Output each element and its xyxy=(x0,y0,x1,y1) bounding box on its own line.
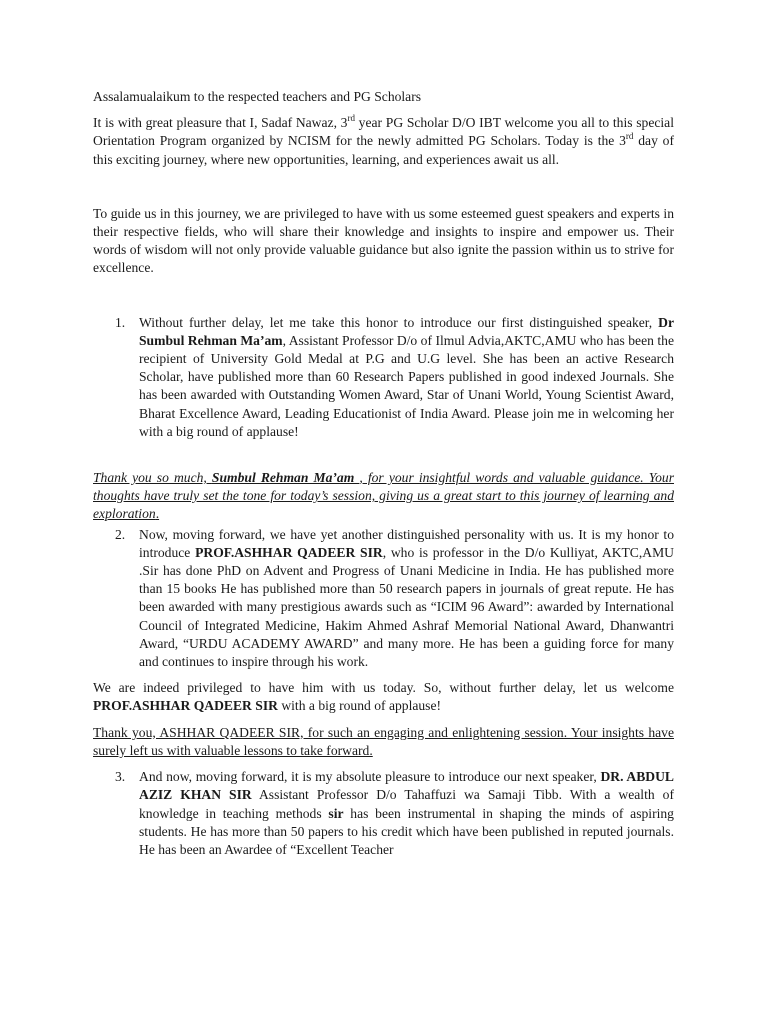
speaker-3-name: DR. ABDUL AZIZ KHAN SIR xyxy=(139,769,675,803)
thanks-1-name: Sumbul Rehman Ma’am xyxy=(211,470,360,486)
intro-text-3: day of this exciting journey, where new opportunities, learning, and experiences await us all. xyxy=(93,133,674,167)
intro-sup-2: rd xyxy=(625,130,634,141)
speaker-3-text xyxy=(139,768,674,859)
intro-sup-1: rd xyxy=(347,112,355,123)
intro-text-1: It is with great pleasure that I, Sadaf Nawaz, 3 xyxy=(93,115,348,131)
speaker-3-post: has been instrumental in shaping the minds of aspiring students. He has more than 50 papers to his credit which have been published in reputed journals. He has been an Awardee of “Excellent Teacher xyxy=(139,805,674,857)
speaker-1-name: Dr Sumbul Rehman Ma’am xyxy=(139,314,674,348)
thanks-1-post: , for your insightful words and valuable guidance. Your thoughts have truly set the tone for today’s session, giving us a great start to this journey of learning and exploration xyxy=(93,470,674,522)
speaker-1-item xyxy=(93,314,674,441)
speaker-2-text xyxy=(139,526,674,672)
thanks-2-paragraph: Thank you, ASHHAR QADEER SIR, for such an engaging and enlightening session. Your insights have surely left us with valuable lessons to take forward. xyxy=(93,724,674,758)
welcome-2-paragraph xyxy=(93,679,674,715)
speaker-2-item xyxy=(93,526,674,672)
speaker-2-name: PROF.ASHHAR QADEER SIR xyxy=(195,544,383,560)
speaker-1-text xyxy=(139,314,674,441)
intro-text-2: year PG Scholar D/O IBT welcome you all to this special Orientation Program organized by NCISM for the newly admitted PG Scholars. Today is the 3 xyxy=(93,115,674,149)
speaker-3-item xyxy=(93,768,674,859)
speaker-2-post: , who is professor in the D/o Kulliyat, AKTC,AMU .Sir has done PhD on Advent and Progress of Unani Medicine in India. He has published more than 15 books He has published more than 50 research papers in journals of great repute. He has been awarded with many prestigious awards such as “ICIM 96 Award”: awarded by International Council of Integrated Medicine, Hakim Ahmed Ashraf Memorial National Award, Dhanwantri Award, “URDU ACADEMY AWARD” and many more. He has been a guiding force for many and continues to inspire through his work. xyxy=(139,544,674,670)
document-page xyxy=(93,88,674,859)
greeting-line: Assalamualaikum to the respected teachers and PG Scholars xyxy=(93,89,422,104)
speaker-3-pre: And now, moving forward, it is my absolute pleasure to introduce our next speaker, xyxy=(139,769,601,785)
speaker-2-pre: Now, moving forward, we have yet another distinguished personality with us. It is my honor to introduce xyxy=(139,526,674,560)
welcome-2-post: with a big round of applause! xyxy=(277,698,442,714)
thanks-1-end: . xyxy=(155,506,160,522)
thanks-1-pre: Thank you so much, xyxy=(93,470,212,486)
welcome-2-name: PROF.ASHHAR QADEER SIR xyxy=(93,698,278,714)
speaker-1-pre: Without further delay, let me take this honor to introduce our first distinguished speaker, xyxy=(139,314,659,330)
list-number-1: 1. xyxy=(115,314,126,330)
thanks-1-paragraph xyxy=(93,469,674,524)
list-number-3: 3. xyxy=(115,769,126,785)
list-number-2: 2. xyxy=(115,526,126,542)
guide-paragraph: To guide us in this journey, we are privileged to have with us some esteemed guest speakers and experts in their respective fields, who will share their knowledge and insights to inspire and empower us. Their words of wisdom will not only provide valuable guidance but also ignite the passion within us to strive for excellence. xyxy=(93,205,674,276)
speaker-1-post: , Assistant Professor D/o of Ilmul Advia,AKTC,AMU who has been the recipient of University Gold Medal at P.G and U.G level. She has been an active Research Scholar, have published more than 60 Research Papers published in good indexed Journals. She has been awarded with Outstanding Women Award, Star of Unani World, Young Scientist Award, Bharat Excellence Award, Leading Educationist of India Award. Please join me in welcoming her with a big round of applause! xyxy=(139,332,674,439)
speaker-3-bold-word: sir xyxy=(328,805,344,821)
welcome-2-pre: We are indeed privileged to have him with us today. So, without further delay, let us welcome xyxy=(93,680,674,696)
intro-paragraph xyxy=(93,114,674,169)
speaker-3-mid: Assistant Professor D/o Tahaffuzi wa Samaji Tibb. With a wealth of knowledge in teaching methods xyxy=(139,787,674,821)
